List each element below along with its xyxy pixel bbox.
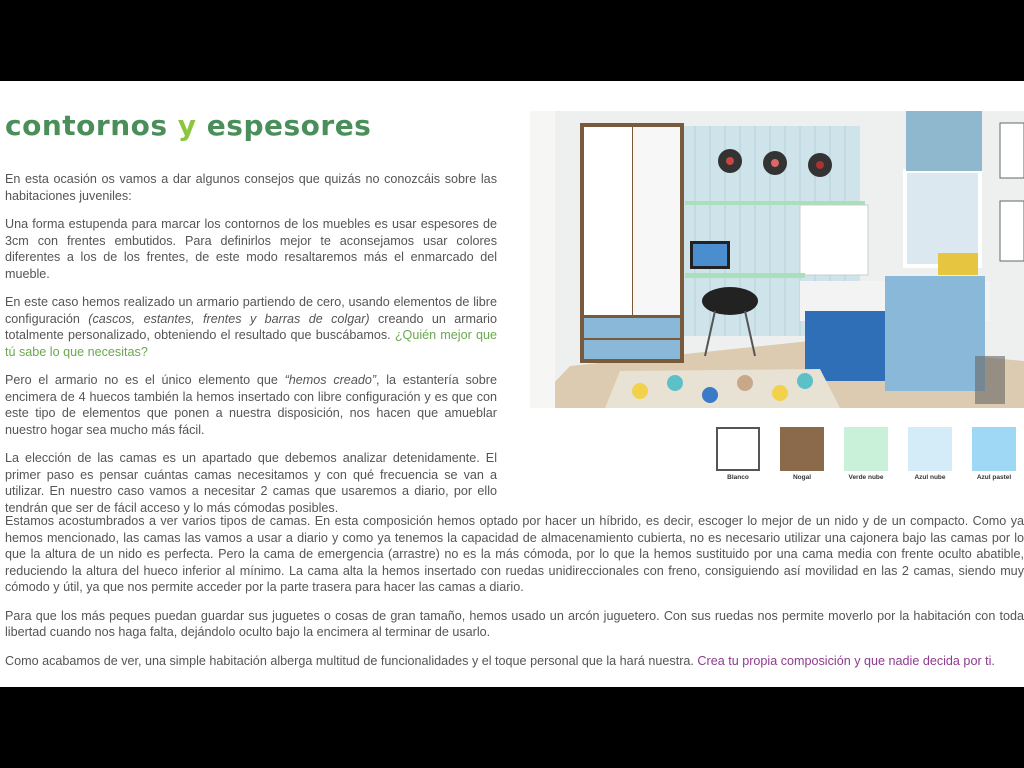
page: [0, 81, 1024, 687]
paragraph-estanteria: [5, 372, 497, 438]
title-part-1: contornos: [5, 109, 178, 142]
text: En este caso hemos realizado un armario partiendo de cero, usando elementos de libre configuración: [5, 295, 497, 326]
text: Pero el armario no es el único elemento que: [5, 373, 285, 387]
swatch-label: Azul pastel: [976, 474, 1012, 481]
color-swatches: [716, 427, 1024, 487]
swatch-label: Verde nube: [848, 474, 884, 481]
paragraph-camas: La elección de las camas es un apartado que debemos analizar detenidamente. El primer paso es pensar cuántas camas necesitamos y con qué frecuencia se van a utilizar. En nuestro caso vamos a necesitar 2 camas que usaremos a diario, por ello tendrán que ser de fácil acceso y lo más cómodas posibles.: [5, 451, 497, 515]
paragraph-conclusion: [5, 653, 1024, 670]
text: creando un armario totalmente personalizado, obteniendo el resultado que buscábamos.: [5, 311, 497, 342]
swatch-nogal: [780, 427, 824, 471]
link-crea-tu-composicion[interactable]: Crea tu propia composición y que nadie decida por ti.: [697, 653, 995, 668]
paragraph-armario: [5, 294, 497, 360]
swatch-blanco: [716, 427, 760, 471]
title-part-3: espesores: [196, 109, 372, 142]
page-title: [5, 109, 371, 142]
link-quien-mejor[interactable]: ¿Quién mejor que tú sabe lo que necesitas?: [5, 328, 497, 359]
paragraph-intro: En esta ocasión os vamos a dar algunos consejos que quizás no conozcáis sobre las habitaciones juveniles:: [5, 172, 497, 203]
text: , la estantería sobre encimera de 4 huecos también la hemos insertado con libre configuración y es que con este tipo de elementos que ponen a nuestra disposición, nos hacen que amueblar nuestro hogar sea mucho más fácil.: [5, 373, 497, 437]
bedroom-photo: [530, 111, 1024, 408]
full-width-text: [5, 513, 1024, 681]
swatch-verde-nube: [844, 427, 888, 471]
left-column: [5, 171, 497, 528]
swatch-label: Azul nube: [914, 474, 946, 481]
italic-text: “hemos creado”: [284, 373, 377, 387]
swatch-label: Nogal: [792, 474, 812, 481]
italic-text: (cascos, estantes, frentes y barras de colgar): [88, 311, 370, 326]
paragraph-hibrido: Estamos acostumbrados a ver varios tipos de camas. En esta composición hemos optado por hacer un híbrido, es decir, escoger lo mejor de un nido y de un compacto. Como ya hemos mencionado, las camas las vamos a usar a diario y como ya tenemos la capacidad de almacenamiento cubierta, no es necesario utilizar una cajonera bajo las camas por lo que la altura de un nido es perfecta. Pero la cama de emergencia (arrastre) no es la más cómoda, por lo que la hemos sustituido por una cama media con frente oculto abatible, reduciendo la altura del hueco inferior al mínimo. La cama alta la hemos insertado con ruedas unidireccionales con freno, consiguiendo así movilidad en las 2 camas, siendo muy cómodo y útil, ya que nos permite acceder por la parte trasera para hacer las camas a diario.: [5, 514, 1024, 594]
swatch-label: Blanco: [727, 474, 749, 481]
paragraph-arcon: Para que los más peques puedan guardar sus juguetes o cosas de gran tamaño, hemos usado un arcón juguetero. Con sus ruedas nos permite moverlo por la habitación con toda libertad cuando nos haga falta, dejándolo oculto bajo la encimera al terminar de usarlo.: [5, 608, 1024, 639]
title-part-2: y: [177, 109, 197, 142]
swatch-azul-pastel: [972, 427, 1016, 471]
swatch-azul-nube: [908, 427, 952, 471]
text: Como acabamos de ver, una simple habitación alberga multitud de funcionalidades y el toque personal que la hará nuestra.: [5, 653, 698, 668]
paragraph-contornos: Una forma estupenda para marcar los contornos de los muebles es usar espesores de 3cm con frentes embutidos. Para definirlos mejor te aconsejamos usar colores diferentes a los de los frentes, de este modo resaltaremos más el enmarcado del mueble.: [5, 217, 497, 281]
